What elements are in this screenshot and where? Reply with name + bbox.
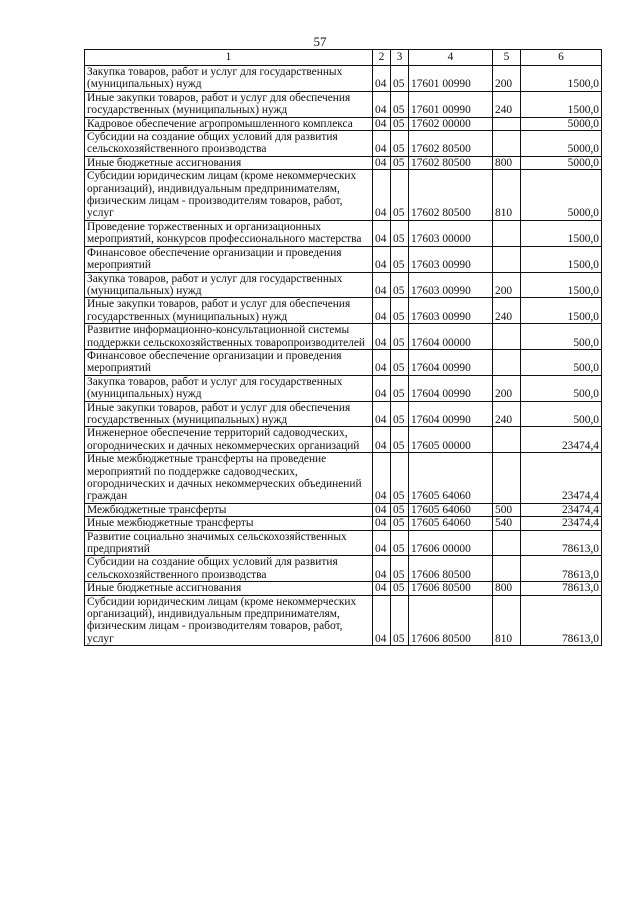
row-name: Финансовое обеспечение организации и проведения мероприятий — [85, 349, 373, 375]
row-target-article: 17606 80500 — [409, 582, 493, 595]
row-name: Иные закупки товаров, работ и услуг для обеспечения государственных (муниципальных) нужд — [85, 401, 373, 427]
row-subsection: 05 — [391, 91, 409, 117]
table-row — [85, 530, 602, 556]
row-subsection: 05 — [391, 272, 409, 298]
row-expense-type: 240 — [493, 401, 521, 427]
row-name: Проведение торжественных и организационных мероприятий, конкурсов профессионального мастерства — [85, 220, 373, 246]
row-section: 04 — [373, 220, 391, 246]
row-amount: 5000,0 — [521, 131, 602, 157]
row-expense-type: 200 — [493, 272, 521, 298]
row-name: Иные межбюджетные трансферты — [85, 517, 373, 530]
row-amount: 78613,0 — [521, 582, 602, 595]
row-name: Кадровое обеспечение агропромышленного комплекса — [85, 117, 373, 130]
row-name: Развитие социально значимых сельскохозяйственных предприятий — [85, 530, 373, 556]
row-amount: 1500,0 — [521, 220, 602, 246]
row-name: Закупка товаров, работ и услуг для государственных (муниципальных) нужд — [85, 66, 373, 92]
row-target-article: 17602 80500 — [409, 131, 493, 157]
row-section: 04 — [373, 375, 391, 401]
budget-table — [84, 49, 602, 646]
row-section: 04 — [373, 131, 391, 157]
page-number: 57 — [313, 34, 327, 49]
row-amount: 5000,0 — [521, 170, 602, 221]
row-amount: 500,0 — [521, 401, 602, 427]
row-target-article: 17604 00990 — [409, 349, 493, 375]
row-amount: 500,0 — [521, 349, 602, 375]
row-name: Иные бюджетные ассигнования — [85, 156, 373, 169]
row-section: 04 — [373, 117, 391, 130]
row-name: Развитие информационно-консультационной системы поддержки сельскохозяйственных товаропроизводителей — [85, 324, 373, 350]
table-row — [85, 131, 602, 157]
row-name: Закупка товаров, работ и услуг для государственных (муниципальных) нужд — [85, 375, 373, 401]
row-target-article: 17606 80500 — [409, 556, 493, 582]
row-target-article: 17605 64060 — [409, 503, 493, 516]
row-target-article: 17602 80500 — [409, 156, 493, 169]
row-expense-type — [493, 427, 521, 453]
table-row — [85, 220, 602, 246]
row-subsection: 05 — [391, 220, 409, 246]
table-row — [85, 66, 602, 92]
row-section: 04 — [373, 503, 391, 516]
header-col-1: 1 — [85, 50, 373, 66]
row-subsection: 05 — [391, 401, 409, 427]
row-name: Закупка товаров, работ и услуг для государственных (муниципальных) нужд — [85, 272, 373, 298]
row-amount: 1500,0 — [521, 66, 602, 92]
row-expense-type — [493, 453, 521, 504]
row-target-article: 17601 00990 — [409, 66, 493, 92]
row-expense-type — [493, 246, 521, 272]
row-expense-type — [493, 530, 521, 556]
table-row — [85, 170, 602, 221]
row-expense-type: 200 — [493, 375, 521, 401]
row-target-article: 17603 00000 — [409, 220, 493, 246]
row-amount: 78613,0 — [521, 530, 602, 556]
row-subsection: 05 — [391, 117, 409, 130]
table-header-row — [85, 50, 602, 66]
row-target-article: 17601 00990 — [409, 91, 493, 117]
row-expense-type — [493, 349, 521, 375]
header-col-2: 2 — [373, 50, 391, 66]
row-target-article: 17605 64060 — [409, 517, 493, 530]
row-subsection: 05 — [391, 595, 409, 646]
row-amount: 1500,0 — [521, 91, 602, 117]
row-amount: 1500,0 — [521, 298, 602, 324]
row-target-article: 17604 00990 — [409, 401, 493, 427]
row-section: 04 — [373, 401, 391, 427]
row-amount: 500,0 — [521, 324, 602, 350]
row-name: Субсидии на создание общих условий для развития сельскохозяйственного производства — [85, 556, 373, 582]
row-name: Субсидии на создание общих условий для развития сельскохозяйственного производства — [85, 131, 373, 157]
row-subsection: 05 — [391, 517, 409, 530]
row-expense-type: 810 — [493, 170, 521, 221]
row-subsection: 05 — [391, 349, 409, 375]
header-col-5: 5 — [493, 50, 521, 66]
row-expense-type: 800 — [493, 582, 521, 595]
row-subsection: 05 — [391, 131, 409, 157]
table-row — [85, 595, 602, 646]
row-subsection: 05 — [391, 530, 409, 556]
table-row — [85, 427, 602, 453]
row-section: 04 — [373, 170, 391, 221]
row-subsection: 05 — [391, 503, 409, 516]
row-subsection: 05 — [391, 298, 409, 324]
row-target-article: 17603 00990 — [409, 298, 493, 324]
row-subsection: 05 — [391, 556, 409, 582]
table-row — [85, 298, 602, 324]
row-section: 04 — [373, 272, 391, 298]
row-target-article: 17606 00000 — [409, 530, 493, 556]
row-amount: 78613,0 — [521, 556, 602, 582]
table-row — [85, 556, 602, 582]
row-subsection: 05 — [391, 324, 409, 350]
row-target-article: 17604 00990 — [409, 375, 493, 401]
row-subsection: 05 — [391, 66, 409, 92]
row-name: Иные закупки товаров, работ и услуг для обеспечения государственных (муниципальных) нужд — [85, 91, 373, 117]
row-name: Межбюджетные трансферты — [85, 503, 373, 516]
row-amount: 5000,0 — [521, 117, 602, 130]
row-target-article: 17605 64060 — [409, 453, 493, 504]
row-name: Иные межбюджетные трансферты на проведение мероприятий по поддержке садоводческих, огороднических и дачных некоммерческих объединений граждан — [85, 453, 373, 504]
row-section: 04 — [373, 427, 391, 453]
row-target-article: 17606 80500 — [409, 595, 493, 646]
row-target-article: 17602 80500 — [409, 170, 493, 221]
row-section: 04 — [373, 66, 391, 92]
row-expense-type: 800 — [493, 156, 521, 169]
row-amount: 500,0 — [521, 375, 602, 401]
row-subsection: 05 — [391, 156, 409, 169]
table-row — [85, 375, 602, 401]
row-name: Субсидии юридическим лицам (кроме некоммерческих организаций), индивидуальным предпринимателям, физическим лицам - производителям товаров, работ, услуг — [85, 595, 373, 646]
row-amount: 1500,0 — [521, 272, 602, 298]
row-section: 04 — [373, 298, 391, 324]
row-target-article: 17602 00000 — [409, 117, 493, 130]
row-expense-type: 240 — [493, 91, 521, 117]
row-subsection: 05 — [391, 453, 409, 504]
row-section: 04 — [373, 91, 391, 117]
row-section: 04 — [373, 246, 391, 272]
row-section: 04 — [373, 530, 391, 556]
row-section: 04 — [373, 517, 391, 530]
row-amount: 5000,0 — [521, 156, 602, 169]
row-section: 04 — [373, 453, 391, 504]
row-target-article: 17605 00000 — [409, 427, 493, 453]
row-name: Иные закупки товаров, работ и услуг для обеспечения государственных (муниципальных) нужд — [85, 298, 373, 324]
row-section: 04 — [373, 349, 391, 375]
row-section: 04 — [373, 324, 391, 350]
header-col-4: 4 — [409, 50, 493, 66]
row-name: Субсидии юридическим лицам (кроме некоммерческих организаций), индивидуальным предпринимателям, физическим лицам - производителям товаров, работ, услуг — [85, 170, 373, 221]
row-subsection: 05 — [391, 170, 409, 221]
table-row — [85, 453, 602, 504]
row-expense-type: 240 — [493, 298, 521, 324]
row-name: Финансовое обеспечение организации и проведения мероприятий — [85, 246, 373, 272]
row-expense-type: 200 — [493, 66, 521, 92]
row-expense-type — [493, 324, 521, 350]
table-row — [85, 91, 602, 117]
table-row — [85, 117, 602, 130]
row-expense-type: 540 — [493, 517, 521, 530]
row-subsection: 05 — [391, 582, 409, 595]
table-row — [85, 156, 602, 169]
row-target-article: 17603 00990 — [409, 272, 493, 298]
row-subsection: 05 — [391, 427, 409, 453]
table-row — [85, 349, 602, 375]
row-expense-type: 500 — [493, 503, 521, 516]
row-section: 04 — [373, 156, 391, 169]
row-expense-type — [493, 131, 521, 157]
table-row — [85, 246, 602, 272]
row-name: Инженерное обеспечение территорий садоводческих, огороднических и дачных некоммерческих организаций — [85, 427, 373, 453]
table-row — [85, 503, 602, 516]
table-row — [85, 517, 602, 530]
row-target-article: 17604 00000 — [409, 324, 493, 350]
table-row — [85, 582, 602, 595]
header-col-6: 6 — [521, 50, 602, 66]
row-section: 04 — [373, 582, 391, 595]
row-section: 04 — [373, 595, 391, 646]
row-amount: 23474,4 — [521, 517, 602, 530]
row-amount: 23474,4 — [521, 427, 602, 453]
row-name: Иные бюджетные ассигнования — [85, 582, 373, 595]
row-target-article: 17603 00990 — [409, 246, 493, 272]
table-row — [85, 401, 602, 427]
row-subsection: 05 — [391, 246, 409, 272]
header-col-3: 3 — [391, 50, 409, 66]
table-row — [85, 324, 602, 350]
row-subsection: 05 — [391, 375, 409, 401]
row-expense-type — [493, 220, 521, 246]
row-amount: 23474,4 — [521, 453, 602, 504]
row-expense-type: 810 — [493, 595, 521, 646]
row-amount: 78613,0 — [521, 595, 602, 646]
row-section: 04 — [373, 556, 391, 582]
row-amount: 23474,4 — [521, 503, 602, 516]
table-row — [85, 272, 602, 298]
row-expense-type — [493, 556, 521, 582]
row-expense-type — [493, 117, 521, 130]
row-amount: 1500,0 — [521, 246, 602, 272]
